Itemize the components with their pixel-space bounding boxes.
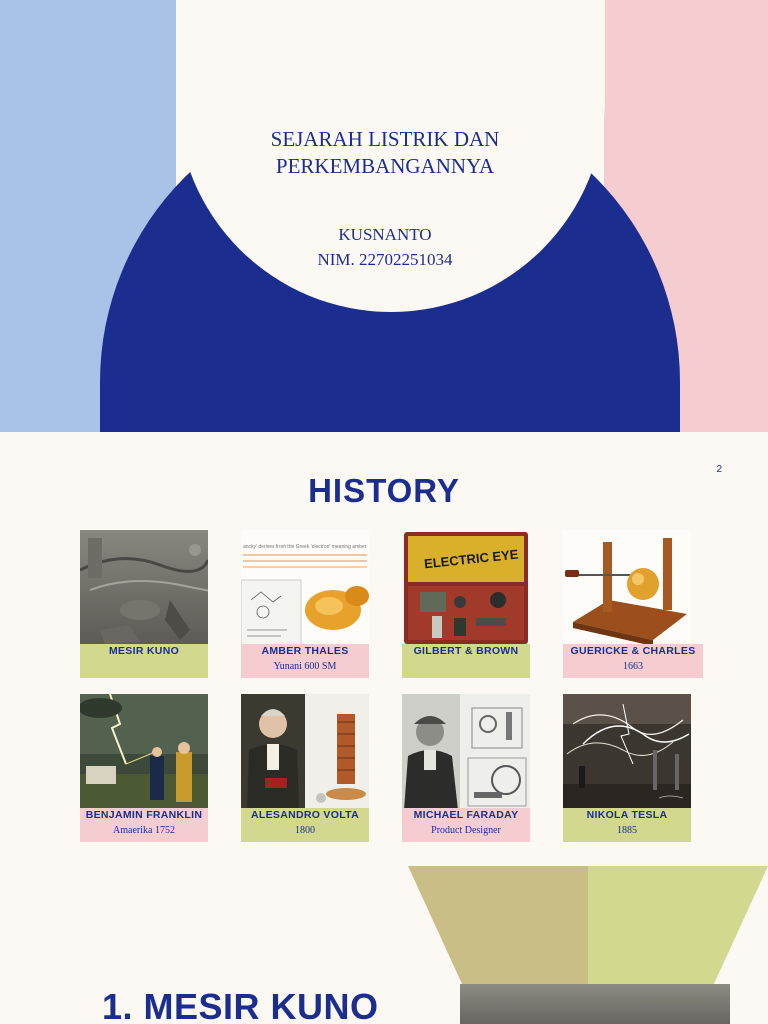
olive-triangle-shape — [408, 866, 768, 986]
card-alesandro-volta[interactable] — [241, 694, 369, 842]
faraday-portrait-image — [402, 694, 530, 810]
student-id: NIM. 22702251034 — [317, 250, 453, 269]
card-subtitle: Yunani 600 SM — [273, 661, 337, 672]
card-name: ALESANDRO VOLTA — [251, 809, 359, 821]
history-slide — [0, 432, 768, 866]
card-amber-thales[interactable] — [241, 530, 369, 678]
tesla-lab-lightning-image — [563, 694, 691, 810]
history-title: HISTORY — [308, 472, 460, 509]
egyptian-relief-image — [80, 530, 208, 646]
card-name: GILBERT & BROWN — [413, 645, 519, 657]
card-subtitle: Product Designer — [431, 825, 501, 836]
card-subtitle: Amaerika 1752 — [113, 825, 175, 836]
card-benjamin-franklin[interactable] — [80, 694, 208, 842]
card-guericke-charles[interactable] — [563, 530, 703, 678]
sulfur-globe-machine-image — [563, 530, 691, 646]
card-subtitle: 1885 — [617, 825, 637, 836]
author-block — [200, 222, 570, 272]
page-number: 2 — [716, 464, 722, 475]
section-title: 1. MESIR KUNO — [102, 986, 379, 1024]
title-slide — [0, 0, 768, 432]
card-name: NIKOLA TESLA — [586, 809, 668, 821]
electric-eye-label: ELECTRIC EYE — [423, 546, 520, 572]
card-michael-faraday[interactable] — [402, 694, 530, 842]
amber-card-text: ancky' derives from the Greek 'electron' meaning amber — [243, 544, 367, 550]
card-nikola-tesla[interactable] — [563, 694, 691, 842]
electric-eye-kit-image — [402, 530, 530, 646]
volta-portrait-pile-image — [241, 694, 369, 810]
title-line-2: PERKEMBANGANNYA — [275, 154, 495, 178]
author-name: KUSNANTO — [338, 225, 432, 244]
card-gilbert-brown[interactable] — [402, 530, 530, 678]
card-mesir-kuno[interactable] — [80, 530, 208, 678]
card-subtitle: 1663 — [623, 661, 643, 672]
card-name: BENJAMIN FRANKLIN — [85, 809, 203, 821]
card-name: MICHAEL FARADAY — [413, 809, 519, 821]
egyptian-stone-image — [460, 984, 730, 1024]
card-name: AMBER THALES — [261, 645, 349, 657]
card-name: MESIR KUNO — [108, 645, 180, 657]
title-line-1: SEJARAH LISTRIK DAN — [270, 127, 500, 151]
card-name: GUERICKE & CHARLES — [570, 645, 696, 657]
franklin-kite-painting-image — [80, 694, 208, 810]
slide-title — [200, 126, 570, 180]
amber-document-image — [241, 530, 369, 646]
card-subtitle: 1800 — [295, 825, 315, 836]
mesir-kuno-slide — [0, 866, 768, 1024]
